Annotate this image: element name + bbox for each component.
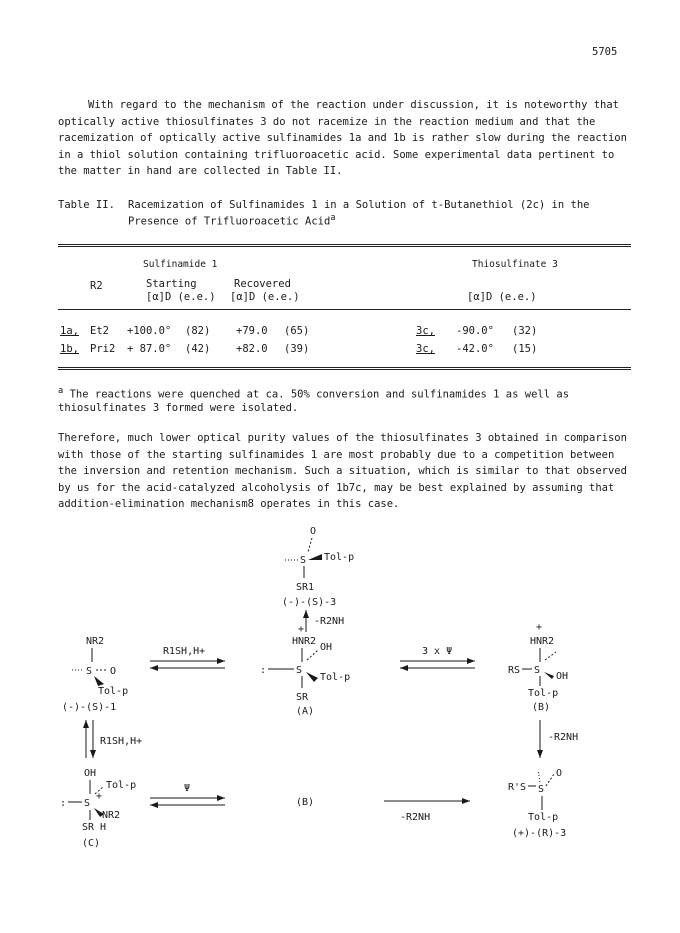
table-header-rule — [58, 309, 631, 310]
row-compound: 1a, — [60, 325, 79, 337]
row-recovered-ee: (39) — [284, 343, 310, 355]
page-number: 5705 — [592, 46, 618, 58]
final-thiosulfinate-structure — [508, 768, 566, 839]
arrow-down-right-label: -R2NH — [548, 732, 579, 743]
a-tol: Tol-p — [320, 672, 351, 683]
top-tol: Tol-p — [324, 552, 355, 563]
c-nr2: NR2 — [102, 810, 121, 821]
row-thio-ee: (15) — [512, 343, 538, 355]
a-oh: OH — [320, 642, 333, 653]
svg-text:S: S — [86, 666, 93, 677]
svg-text:S: S — [84, 798, 91, 809]
final-tol: Tol-p — [528, 812, 559, 823]
reaction-scheme — [0, 520, 680, 920]
top-oxygen: O — [310, 526, 317, 537]
svg-text:+: + — [96, 791, 103, 802]
b-rs: RS — [508, 665, 521, 676]
table-bottom-rule — [58, 367, 631, 370]
footnote-mark: a — [58, 386, 64, 396]
left-label: (-)-(S)-1 — [62, 702, 117, 713]
arrow-final-label: -R2NH — [400, 812, 431, 823]
c-srh: SR H — [82, 822, 107, 833]
top-label: (-)-(S)-3 — [282, 597, 337, 608]
b-oh: OH — [556, 671, 569, 682]
header-starting: Starting — [146, 278, 197, 290]
header-sulfinamide: Sulfinamide 1 — [143, 259, 218, 270]
row-start-alpha: + 87.0° — [127, 343, 172, 355]
mid-b-label: (B) — [296, 797, 315, 808]
row-recovered-alpha: +82.0 — [236, 343, 268, 355]
arrow-up-label: -R2NH — [314, 616, 345, 627]
svg-text::: : — [60, 798, 67, 809]
a-label: (A) — [296, 706, 315, 717]
table-footnote — [58, 385, 638, 416]
row-start-alpha: +100.0° — [127, 325, 172, 337]
left-oxygen: O — [110, 666, 117, 677]
c-oh: OH — [84, 768, 97, 779]
left-tol: Tol-p — [98, 686, 129, 697]
top-thiosulfinate-structure — [282, 526, 354, 608]
c-label: (C) — [82, 838, 101, 849]
header-thiosulfinate: Thiosulfinate 3 — [472, 259, 558, 270]
arrow-psi-label: Ψ — [184, 783, 191, 794]
svg-text:+: + — [298, 624, 305, 635]
row-r2: Pri2 — [90, 343, 116, 355]
row-thio-alpha: -90.0° — [456, 325, 494, 337]
header-r2: R2 — [90, 280, 103, 292]
table-top-rule — [58, 244, 631, 247]
svg-text:S: S — [300, 555, 307, 566]
arrow1-label: R1SH,H+ — [163, 646, 206, 657]
top-sr: SR1 — [296, 582, 315, 593]
row-start-ee: (82) — [185, 325, 211, 337]
svg-text:S: S — [534, 665, 541, 676]
row-recovered-alpha: +79.0 — [236, 325, 268, 337]
b-tol: Tol-p — [528, 688, 559, 699]
row-r2: Et2 — [90, 325, 109, 337]
b-label: (B) — [532, 702, 551, 713]
c-tol: Tol-p — [106, 780, 137, 791]
discussion-paragraph: Therefore, much lower optical purity values of the thiosulfinates 3 obtained in comparison with those of the starting sulfinamides 1 are most probably due to a competition between the inversion and retention mechanism. Such a situation, which is similar to that observed by us for the acid-catalyzed alcoholysis of 1b7c, may be best explained by assuming that addition-elimination mechanism8 operates in this case. — [58, 432, 627, 511]
left-nr2: NR2 — [86, 636, 105, 647]
header-alpha-thiosulfinate: [α]D (e.e.) — [467, 291, 537, 303]
svg-text:+: + — [536, 622, 543, 633]
row-thiosulfinate: 3c, — [416, 343, 435, 355]
row-thio-ee: (32) — [512, 325, 538, 337]
header-alpha-starting: [α]D (e.e.) — [146, 291, 216, 303]
footnote-text: The reactions were quenched at ca. 50% conversion and sulfinamides 1 as well as thiosulfinates 3 formed were isolated. — [58, 388, 570, 414]
header-recovered: Recovered — [234, 278, 291, 290]
table-caption — [58, 199, 638, 229]
arrow-down-left-label: R1SH,H+ — [100, 736, 143, 747]
row-start-ee: (42) — [185, 343, 211, 355]
row-thio-alpha: -42.0° — [456, 343, 494, 355]
row-recovered-ee: (65) — [284, 325, 310, 337]
arrow2-label: 3 x Ψ — [422, 646, 453, 657]
table-caption-text: Racemization of Sulfinamides 1 in a Solution of t-Butanethiol (2c) in the Presence of Trifluoroacetic Acid — [128, 199, 590, 228]
intermediate-b-structure — [508, 622, 568, 713]
b-hnr2: HNR2 — [530, 636, 555, 647]
final-oxygen: O — [556, 768, 563, 779]
table-caption-footnote-mark: a — [330, 213, 336, 223]
svg-text:S: S — [538, 784, 545, 795]
svg-text::: : — [260, 665, 267, 676]
svg-text:S: S — [296, 665, 303, 676]
a-sr: SR — [296, 692, 309, 703]
intermediate-a-structure — [260, 624, 350, 717]
header-alpha-recovered: [α]D (e.e.) — [230, 291, 300, 303]
intro-paragraph: With regard to the mechanism of the reaction under discussion, it is noteworthy that optically active thiosulfinates 3 do not racemize in the reaction medium and that the racemization of optically active sulfinamides 1a and 1b is rather slow during the reaction in a thiol solution containing trifluoroacetic acid. Some experimental data pertinent to the matter in hand are collected in Table II. — [58, 99, 627, 178]
a-hnr2: HNR2 — [292, 636, 317, 647]
left-sulfinamide-structure — [62, 636, 128, 713]
table-caption-label: Table II. — [58, 199, 115, 211]
final-rs: R'S — [508, 782, 527, 793]
row-compound: 1b, — [60, 343, 79, 355]
final-label: (+)-(R)-3 — [512, 828, 567, 839]
row-thiosulfinate: 3c, — [416, 325, 435, 337]
intermediate-c-structure — [60, 768, 136, 849]
